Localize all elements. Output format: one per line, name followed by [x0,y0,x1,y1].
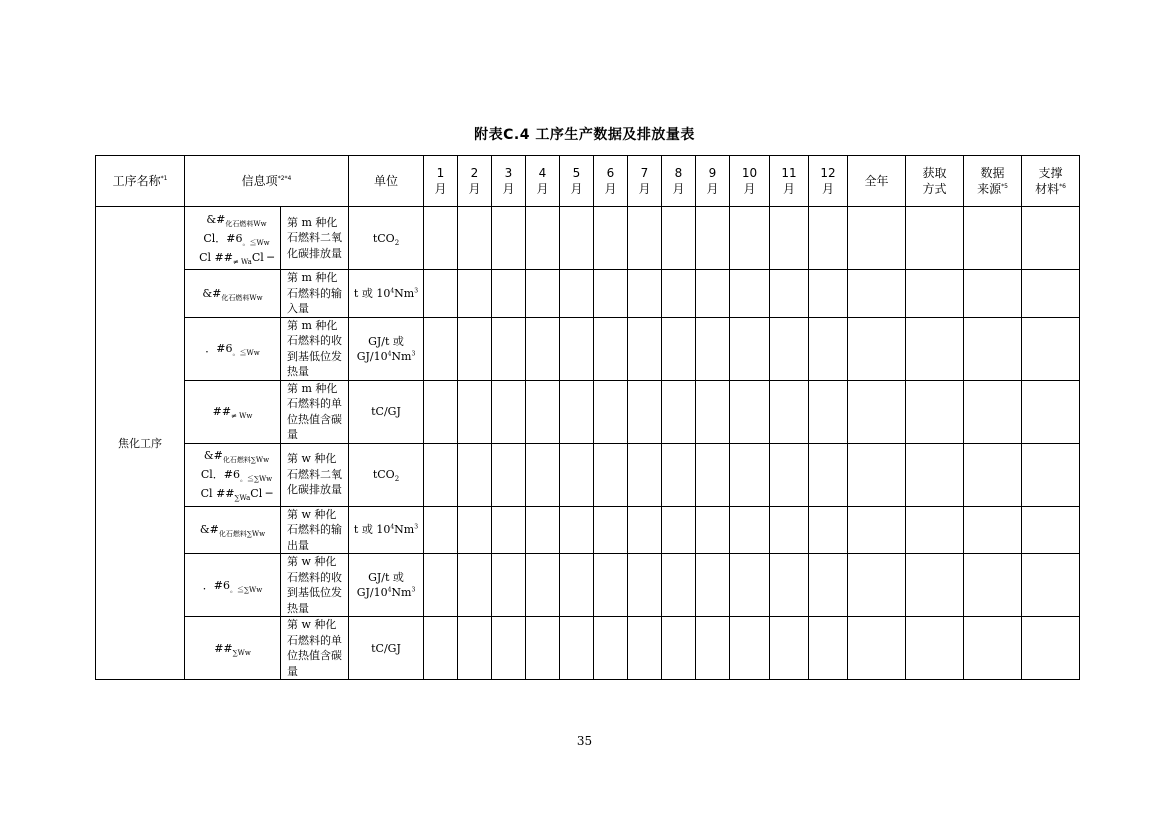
month-value-cell[interactable] [809,380,848,443]
info-item-description: 第 m 种化石燃料的输入量 [281,270,349,318]
full-year-cell[interactable] [848,443,906,506]
month-value-cell[interactable] [662,317,696,380]
month-value-cell[interactable] [809,317,848,380]
month-value-cell[interactable] [594,317,628,380]
meta-cell[interactable] [1022,506,1080,554]
month-value-cell[interactable] [730,317,770,380]
meta-cell[interactable] [964,380,1022,443]
month-value-cell[interactable] [770,617,809,680]
meta-cell[interactable] [964,554,1022,617]
month-value-cell[interactable] [696,317,730,380]
month-value-cell[interactable] [492,317,526,380]
month-value-cell[interactable] [424,554,458,617]
month-value-cell[interactable] [770,270,809,318]
header-month: 2 月 [458,156,492,207]
month-value-cell[interactable] [492,617,526,680]
month-value-cell[interactable] [458,317,492,380]
month-value-cell[interactable] [696,617,730,680]
meta-cell[interactable] [906,443,964,506]
header-month: 11 月 [770,156,809,207]
header-month: 4 月 [526,156,560,207]
month-value-cell[interactable] [628,380,662,443]
month-value-cell[interactable] [560,506,594,554]
month-value-cell[interactable] [628,554,662,617]
month-value-cell[interactable] [696,443,730,506]
month-value-cell[interactable] [594,380,628,443]
meta-cell[interactable] [964,617,1022,680]
month-value-cell[interactable] [560,554,594,617]
full-year-cell[interactable] [848,207,906,270]
info-item-description: 第 m 种化石燃料的单位热值含碳量 [281,380,349,443]
month-value-cell[interactable] [770,443,809,506]
header-acquire-method: 获取 方式 [906,156,964,207]
meta-cell[interactable] [964,270,1022,318]
month-value-cell[interactable] [770,317,809,380]
unit-cell: tC/GJ [349,380,424,443]
month-value-cell[interactable] [628,207,662,270]
month-value-cell[interactable] [730,554,770,617]
unit-cell: tCO$_2$ [349,443,424,506]
header-month: 9 月 [696,156,730,207]
month-value-cell[interactable] [662,506,696,554]
header-month: 6 月 [594,156,628,207]
meta-cell[interactable] [964,317,1022,380]
header-full-year: 全年 [848,156,906,207]
info-item-description: 第 w 种化石燃料的输出量 [281,506,349,554]
meta-cell[interactable] [1022,317,1080,380]
table-row [96,506,1080,554]
meta-cell[interactable] [906,270,964,318]
month-value-cell[interactable] [662,443,696,506]
month-value-cell[interactable] [594,554,628,617]
full-year-cell[interactable] [848,317,906,380]
month-value-cell[interactable] [730,270,770,318]
header-row [96,156,1080,207]
month-value-cell[interactable] [492,554,526,617]
page-number: 35 [576,734,593,748]
unit-cell: tCO$_2$ [349,207,424,270]
formula-symbol-cell: $\#\#_{\ne Ww}$ [185,380,281,443]
month-value-cell[interactable] [424,617,458,680]
info-item-description: 第 w 种化石燃料二氧化碳排放量 [281,443,349,506]
meta-cell[interactable] [1022,443,1080,506]
table-row [96,207,1080,270]
unit-cell: tC/GJ [349,617,424,680]
meta-cell[interactable] [964,443,1022,506]
month-value-cell[interactable] [458,506,492,554]
month-value-cell[interactable] [424,380,458,443]
unit-cell: t 或 $10^4Nm^3$ [349,506,424,554]
month-value-cell[interactable] [458,380,492,443]
table-row [96,443,1080,506]
month-value-cell[interactable] [696,506,730,554]
month-value-cell[interactable] [560,443,594,506]
meta-cell[interactable] [1022,207,1080,270]
formula-symbol-cell: $\&\#_{化石燃料Ww}$ [185,270,281,318]
month-value-cell[interactable] [594,617,628,680]
header-month: 10 月 [730,156,770,207]
month-value-cell[interactable] [458,554,492,617]
month-value-cell[interactable] [696,270,730,318]
production-emission-table [95,155,1080,680]
header-month: 5 月 [560,156,594,207]
formula-symbol-cell: ．$\#6_{。≦Ww}$ [185,317,281,380]
meta-cell[interactable] [906,380,964,443]
full-year-cell[interactable] [848,617,906,680]
meta-cell[interactable] [1022,380,1080,443]
month-value-cell[interactable] [526,270,560,318]
header-data-source: 数据 来源$^{*5}$ [964,156,1022,207]
unit-cell: GJ/t 或 $GJ/10^4Nm^3$ [349,317,424,380]
month-value-cell[interactable] [809,617,848,680]
formula-symbol-cell: $\&\#_{化石燃料Ww}$ Cl．$\#6_{。≦Ww}$ Cl $\#\#_{\ne Wa}Cl$ ─ [185,207,281,270]
month-value-cell[interactable] [458,207,492,270]
month-value-cell[interactable] [526,506,560,554]
month-value-cell[interactable] [696,207,730,270]
header-info-item: 信息项$^{*2*4}$ [185,156,349,207]
meta-cell[interactable] [964,506,1022,554]
unit-cell: t 或 $10^4Nm^3$ [349,270,424,318]
meta-cell[interactable] [1022,554,1080,617]
meta-cell[interactable] [906,506,964,554]
month-value-cell[interactable] [730,207,770,270]
month-value-cell[interactable] [628,317,662,380]
month-value-cell[interactable] [628,506,662,554]
month-value-cell[interactable] [770,506,809,554]
month-value-cell[interactable] [560,317,594,380]
month-value-cell[interactable] [492,380,526,443]
month-value-cell[interactable] [730,617,770,680]
month-value-cell[interactable] [458,617,492,680]
month-value-cell[interactable] [809,207,848,270]
meta-cell[interactable] [906,554,964,617]
header-process-name: 工序名称$^{*1}$ [96,156,185,207]
month-value-cell[interactable] [424,207,458,270]
month-value-cell[interactable] [560,617,594,680]
month-value-cell[interactable] [730,380,770,443]
info-item-description: 第 w 种化石燃料的收到基低位发热量 [281,554,349,617]
month-value-cell[interactable] [809,506,848,554]
month-value-cell[interactable] [696,380,730,443]
table-row [96,617,1080,680]
unit-cell: GJ/t 或 $GJ/10^4Nm^3$ [349,554,424,617]
month-value-cell[interactable] [424,270,458,318]
month-value-cell[interactable] [594,207,628,270]
month-value-cell[interactable] [594,443,628,506]
month-value-cell[interactable] [662,207,696,270]
month-value-cell[interactable] [526,617,560,680]
meta-cell[interactable] [906,207,964,270]
header-month: 3 月 [492,156,526,207]
month-value-cell[interactable] [458,270,492,318]
month-value-cell[interactable] [424,317,458,380]
full-year-cell[interactable] [848,270,906,318]
meta-cell[interactable] [906,317,964,380]
month-value-cell[interactable] [628,270,662,318]
formula-symbol-cell: $\#\#_{\sum Ww}$ [185,617,281,680]
formula-symbol-cell: ．$\#6_{。≦\sum Ww}$ [185,554,281,617]
process-name-cell: 焦化工序 [96,207,185,680]
month-value-cell[interactable] [492,506,526,554]
month-value-cell[interactable] [424,443,458,506]
month-value-cell[interactable] [809,270,848,318]
meta-cell[interactable] [964,207,1022,270]
info-item-description: 第 m 种化石燃料的收到基低位发热量 [281,317,349,380]
meta-cell[interactable] [1022,270,1080,318]
month-value-cell[interactable] [809,554,848,617]
table-row [96,554,1080,617]
meta-cell[interactable] [906,617,964,680]
formula-symbol-cell: $\&\#_{化石燃料\sum Ww}$ [185,506,281,554]
month-value-cell[interactable] [594,270,628,318]
month-value-cell[interactable] [628,443,662,506]
month-value-cell[interactable] [526,443,560,506]
header-month: 12 月 [809,156,848,207]
month-value-cell[interactable] [662,554,696,617]
month-value-cell[interactable] [696,554,730,617]
month-value-cell[interactable] [770,207,809,270]
month-value-cell[interactable] [662,270,696,318]
month-value-cell[interactable] [458,443,492,506]
table-title: 附表C.4 工序生产数据及排放量表 [474,127,695,143]
month-value-cell[interactable] [662,380,696,443]
month-value-cell[interactable] [770,380,809,443]
month-value-cell[interactable] [526,380,560,443]
month-value-cell[interactable] [662,617,696,680]
table-row [96,380,1080,443]
header-month: 7 月 [628,156,662,207]
month-value-cell[interactable] [730,506,770,554]
meta-cell[interactable] [1022,617,1080,680]
month-value-cell[interactable] [560,270,594,318]
info-item-description: 第 w 种化石燃料的单位热值含碳量 [281,617,349,680]
month-value-cell[interactable] [492,270,526,318]
table-row [96,317,1080,380]
month-value-cell[interactable] [560,207,594,270]
header-month: 1 月 [424,156,458,207]
month-value-cell[interactable] [492,207,526,270]
full-year-cell[interactable] [848,380,906,443]
header-support-material: 支撑 材料$^{*6}$ [1022,156,1080,207]
month-value-cell[interactable] [560,380,594,443]
month-value-cell[interactable] [730,443,770,506]
table-row [96,270,1080,318]
month-value-cell[interactable] [424,506,458,554]
header-month: 8 月 [662,156,696,207]
month-value-cell[interactable] [628,617,662,680]
month-value-cell[interactable] [492,443,526,506]
month-value-cell[interactable] [594,506,628,554]
month-value-cell[interactable] [770,554,809,617]
month-value-cell[interactable] [526,207,560,270]
formula-symbol-cell: $\&\#_{化石燃料\sum Ww}$ Cl．$\#6_{。≦\sum Ww}$ Cl $\#\#_{\sum Wa}Cl$ ─ [185,443,281,506]
header-unit: 单位 [349,156,424,207]
full-year-cell[interactable] [848,554,906,617]
full-year-cell[interactable] [848,506,906,554]
month-value-cell[interactable] [526,317,560,380]
info-item-description: 第 m 种化石燃料二氧化碳排放量 [281,207,349,270]
month-value-cell[interactable] [526,554,560,617]
month-value-cell[interactable] [809,443,848,506]
